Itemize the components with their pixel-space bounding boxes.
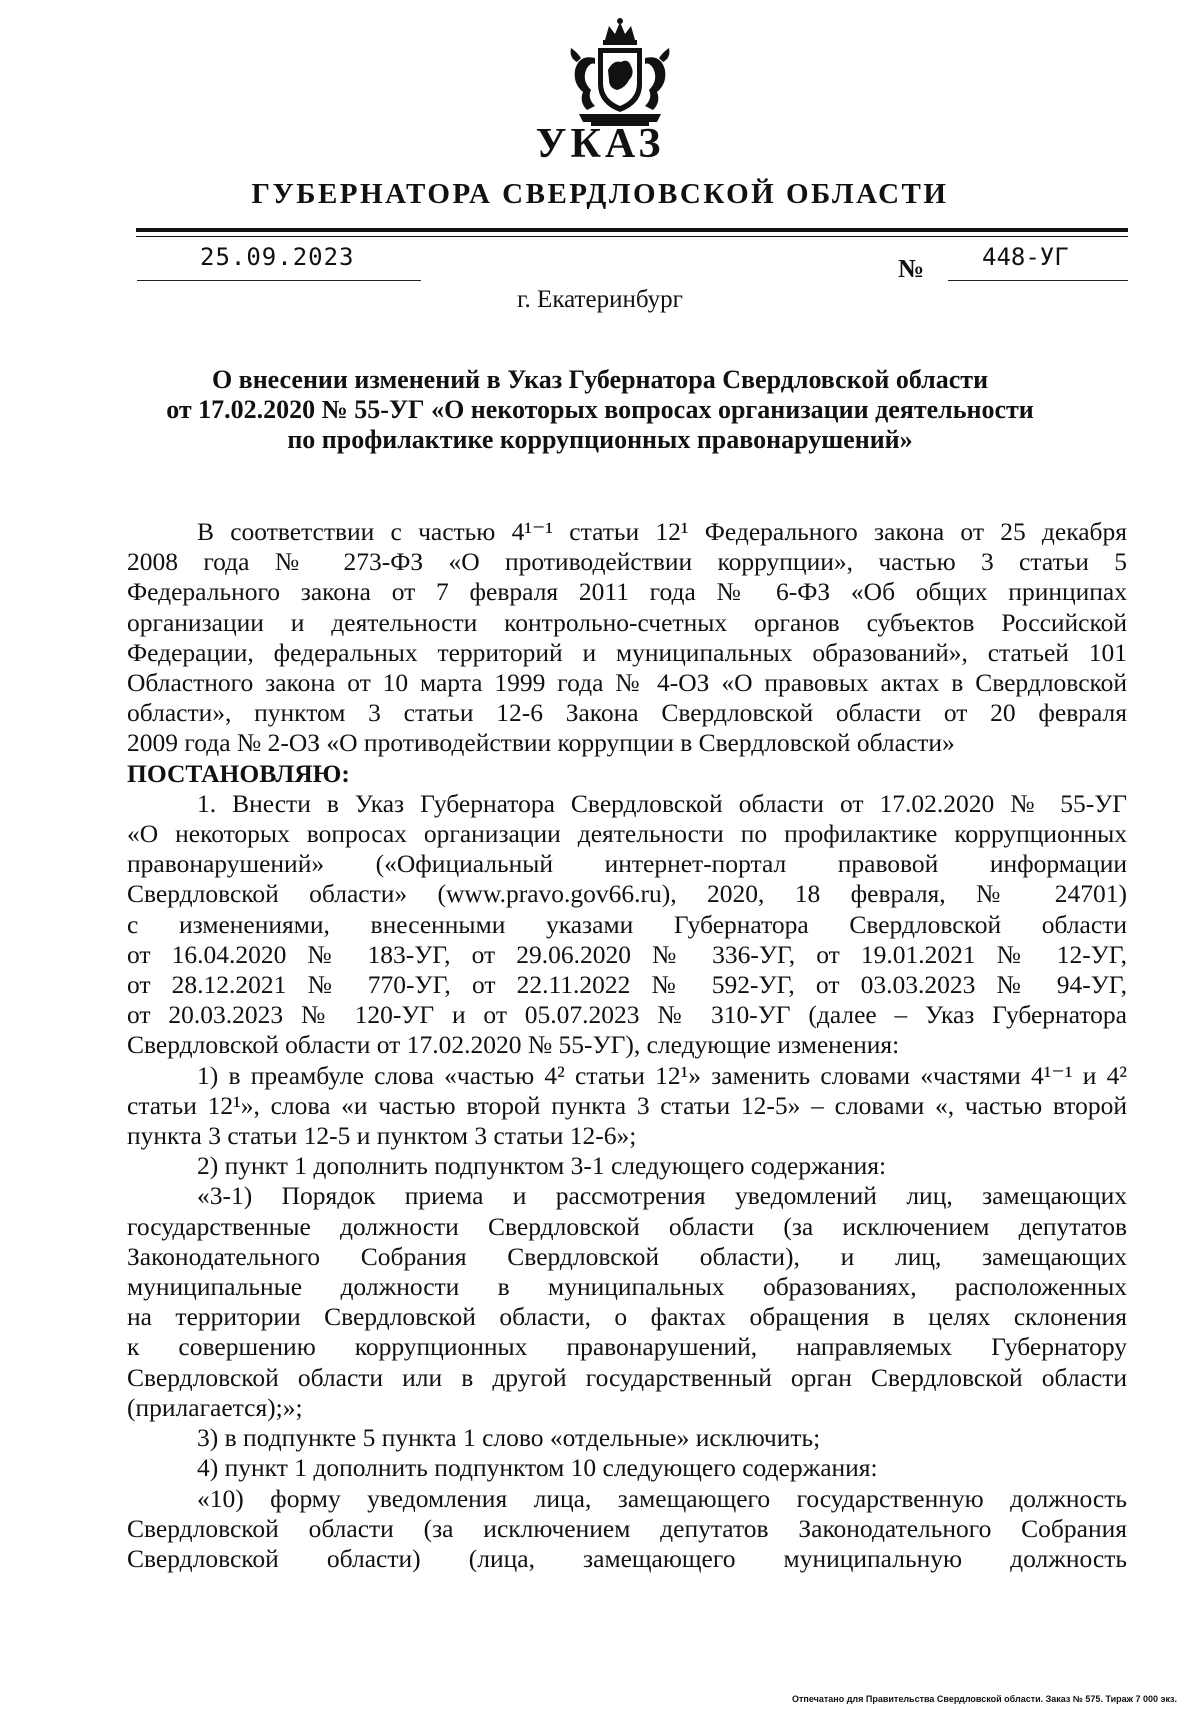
print-footer: Отпечатано для Правительства Свердловской области. Заказ № 575. Тираж 7 000 экз. bbox=[792, 1694, 1177, 1704]
body-line: 3) в подпункте 5 пункта 1 слово «отдельные» исключить; bbox=[197, 1423, 821, 1453]
number-underline bbox=[948, 280, 1128, 281]
body-line: «3-1) Порядок приема и рассмотрения уведомлений лиц, замещающих bbox=[197, 1181, 1127, 1211]
body-line: «10) форму уведомления лица, замещающего государственную должность bbox=[197, 1483, 1127, 1513]
decree-heading bbox=[140, 365, 1060, 455]
heading-line: от 17.02.2020 № 55-УГ «О некоторых вопросах организации деятельности bbox=[166, 395, 1034, 424]
issuer-title: ГУБЕРНАТОРА СВЕРДЛОВСКОЙ ОБЛАСТИ bbox=[251, 178, 949, 210]
document-type-title: УКАЗ bbox=[535, 121, 665, 167]
issue-city: г. Екатеринбург bbox=[517, 286, 683, 313]
body-line: (прилагается);»; bbox=[127, 1392, 303, 1422]
date-underline bbox=[137, 280, 421, 281]
body-line: Свердловской области (за исключением депутатов Законодательного Собрания bbox=[127, 1513, 1127, 1543]
header-divider-thin bbox=[136, 236, 1128, 237]
body-line: 2009 года № 2-ОЗ «О противодействии коррупции в Свердловской области» bbox=[127, 728, 955, 758]
body-line: от 20.03.2023 № 120-УГ и от 05.07.2023 № 310-УГ (далее – Указ Губернатора bbox=[127, 1000, 1127, 1030]
body-line: Федерального закона от 7 февраля 2011 года № 6-ФЗ «Об общих принципах bbox=[127, 577, 1127, 607]
body-line: 1) в преамбуле слова «частью 4² статьи 12¹» заменить словами «частями 4¹⁻¹ и 4² bbox=[197, 1060, 1127, 1090]
heading-line: О внесении изменений в Указ Губернатора Свердловской области bbox=[211, 365, 989, 394]
body-line: Федерации, федеральных территорий и муниципальных образований», статьей 101 bbox=[127, 637, 1127, 667]
body-line: от 28.12.2021 № 770-УГ, от 22.11.2022 № 592-УГ, от 03.03.2023 № 94-УГ, bbox=[127, 970, 1127, 1000]
body-line: В соответствии с частью 4¹⁻¹ статьи 12¹ Федерального закона от 25 декабря bbox=[197, 517, 1127, 546]
body-line: статьи 12¹», слова «и частью второй пункта 3 статьи 12-5» – словами «, частью второй bbox=[127, 1090, 1127, 1120]
body-line: правонарушений» («Официальный интернет-портал правовой информации bbox=[127, 849, 1127, 879]
body-line: Областного закона от 10 марта 1999 года № 4-ОЗ «О правовых актах в Свердловской bbox=[127, 668, 1127, 698]
decree-body bbox=[127, 517, 1127, 1574]
body-line: государственные должности Свердловской области (за исключением депутатов bbox=[127, 1211, 1127, 1241]
body-line: «О некоторых вопросах организации деятельности по профилактике коррупционных bbox=[127, 819, 1127, 849]
body-line: Законодательного Собрания Свердловской области), и лиц, замещающих bbox=[127, 1241, 1127, 1271]
body-line: Свердловской области от 17.02.2020 № 55-УГ), следующие изменения: bbox=[127, 1030, 900, 1060]
body-line: муниципальные должности в муниципальных образованиях, расположенных bbox=[127, 1272, 1127, 1302]
number-sign: № bbox=[898, 254, 925, 283]
decree-word: ПОСТАНОВЛЯЮ: bbox=[127, 758, 350, 788]
body-line: от 16.04.2020 № 183-УГ, от 29.06.2020 № 336-УГ, от 19.01.2021 № 12-УГ, bbox=[127, 939, 1127, 969]
header-divider-thick bbox=[136, 228, 1128, 232]
body-line: 2) пункт 1 дополнить подпунктом 3-1 следующего содержания: bbox=[197, 1151, 887, 1181]
body-line: Свердловской области» (www.pravo.gov66.ru), 2020, 18 февраля, № 24701) bbox=[127, 879, 1127, 909]
body-line: 4) пункт 1 дополнить подпунктом 10 следующего содержания: bbox=[197, 1453, 878, 1483]
heading-line: по профилактике коррупционных правонарушений» bbox=[287, 425, 913, 454]
body-line: Свердловской области или в другой государственный орган Свердловской области bbox=[127, 1362, 1127, 1392]
body-line: к совершению коррупционных правонарушений, направляемых Губернатору bbox=[127, 1332, 1127, 1362]
body-line: на территории Свердловской области, о фактах обращения в целях склонения bbox=[127, 1302, 1127, 1332]
body-line: с изменениями, внесенными указами Губернатора Свердловской области bbox=[127, 909, 1127, 939]
body-line: организации и деятельности контрольно-счетных органов субъектов Российской bbox=[127, 607, 1127, 637]
body-line: 1. Внести в Указ Губернатора Свердловской области от 17.02.2020 № 55-УГ bbox=[197, 788, 1127, 818]
coat-of-arms-icon bbox=[565, 18, 675, 130]
body-line: пункта 3 статьи 12-5 и пунктом 3 статьи 12-6»; bbox=[127, 1121, 637, 1151]
body-line: 2008 года № 273-ФЗ «О противодействии коррупции», частью 3 статьи 5 bbox=[127, 547, 1127, 577]
decree-number: 448-УГ bbox=[982, 243, 1069, 271]
body-line: Свердловской области) (лица, замещающего муниципальную должность bbox=[127, 1543, 1127, 1573]
body-line: области», пунктом 3 статьи 12-6 Закона Свердловской области от 20 февраля bbox=[127, 698, 1127, 728]
decree-date: 25.09.2023 bbox=[200, 243, 355, 271]
